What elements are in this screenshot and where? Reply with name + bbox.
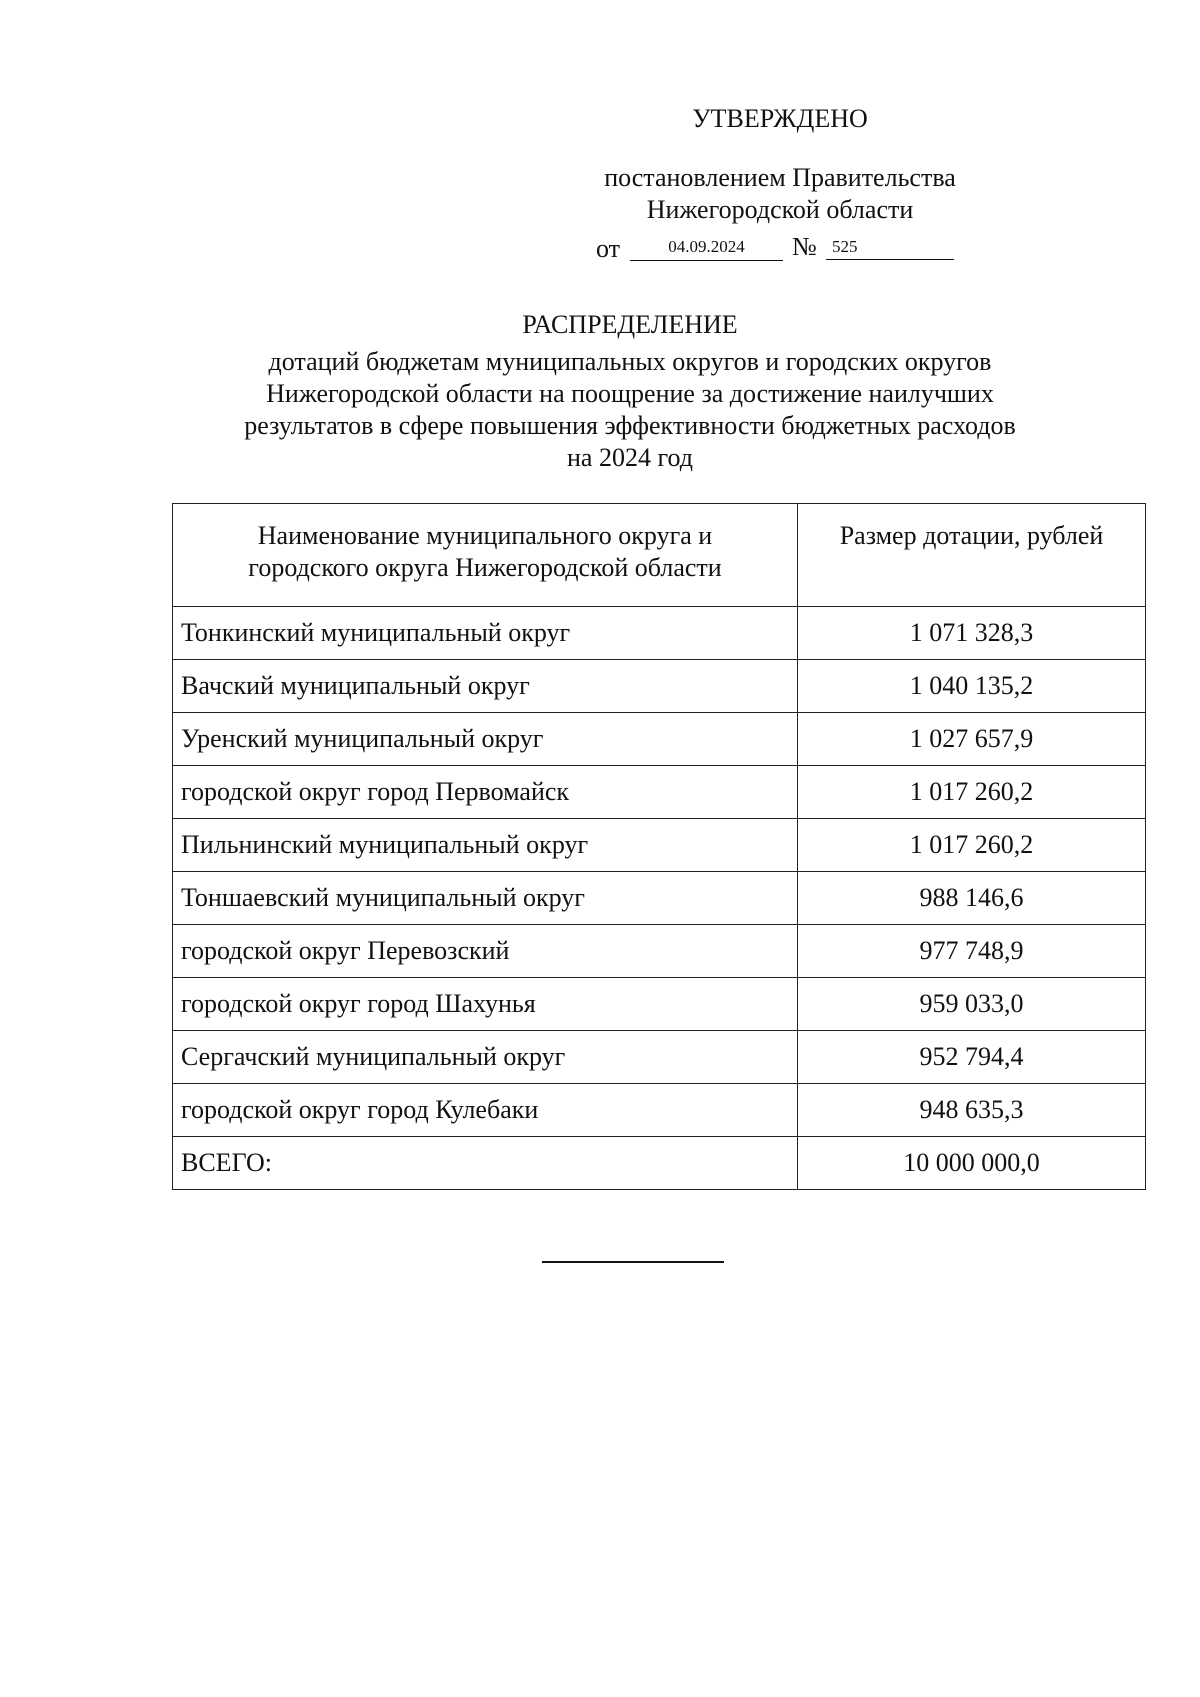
end-divider [542,1261,724,1263]
approved-heading: УТВЕРЖДЕНО [692,104,868,133]
row-amount: 959 033,0 [798,978,1146,1031]
row-name: городской округ город Кулебаки [173,1084,798,1137]
subtitle-line: на 2024 год [567,443,693,472]
table-row [173,766,1146,819]
row-amount: 952 794,4 [798,1031,1146,1084]
total-amount: 10 000 000,0 [798,1137,1146,1190]
table-row [173,607,1146,660]
table-row [173,978,1146,1031]
row-name: Пильнинский муниципальный округ [173,819,798,872]
row-name: Тонкинский муниципальный округ [173,607,798,660]
row-amount: 1 017 260,2 [798,766,1146,819]
row-name: городской округ город Первомайск [173,766,798,819]
row-amount: 977 748,9 [798,925,1146,978]
subtitle-line: результатов в сфере повышения эффективности бюджетных расходов [244,411,1016,440]
table-total-row [173,1137,1146,1190]
header-name-line-2: городского округа Нижегородской области [248,553,722,582]
row-name: городской округ город Шахунья [173,978,798,1031]
approval-line-1: постановлением Правительства [604,163,956,192]
subtitle-line: Нижегородской области на поощрение за достижение наилучших [266,379,994,408]
row-amount: 1 040 135,2 [798,660,1146,713]
total-label: ВСЕГО: [173,1137,798,1190]
approval-block [560,162,1000,226]
table-row [173,713,1146,766]
document-title: РАСПРЕДЕЛЕНИЕ [522,310,738,339]
distribution-table [172,503,1146,1190]
approval-date-line [596,226,996,262]
row-amount: 1 027 657,9 [798,713,1146,766]
approval-date: 04.09.2024 [630,234,783,261]
row-name: городской округ Перевозский [173,925,798,978]
table-row [173,1084,1146,1137]
header-name [173,504,798,607]
table-row [173,660,1146,713]
header-name-line-1: Наименование муниципального округа и [257,521,713,550]
table-row [173,925,1146,978]
row-name: Вачский муниципальный округ [173,660,798,713]
row-amount: 1 071 328,3 [798,607,1146,660]
row-name: Уренский муниципальный округ [173,713,798,766]
number-sign: № [792,232,817,261]
table-row [173,819,1146,872]
row-name: Тоншаевский муниципальный округ [173,872,798,925]
subtitle-line: дотаций бюджетам муниципальных округов и городских округов [268,347,992,376]
row-name: Сергачский муниципальный округ [173,1031,798,1084]
document-subtitle [190,346,1070,474]
table-row [173,1031,1146,1084]
row-amount: 948 635,3 [798,1084,1146,1137]
approval-line-2: Нижегородской области [646,195,914,224]
approval-number: 525 [826,234,954,260]
table-header-row [173,504,1146,607]
date-prefix: от [596,234,621,263]
header-amount: Размер дотации, рублей [798,504,1146,607]
row-amount: 988 146,6 [798,872,1146,925]
table-row [173,872,1146,925]
row-amount: 1 017 260,2 [798,819,1146,872]
